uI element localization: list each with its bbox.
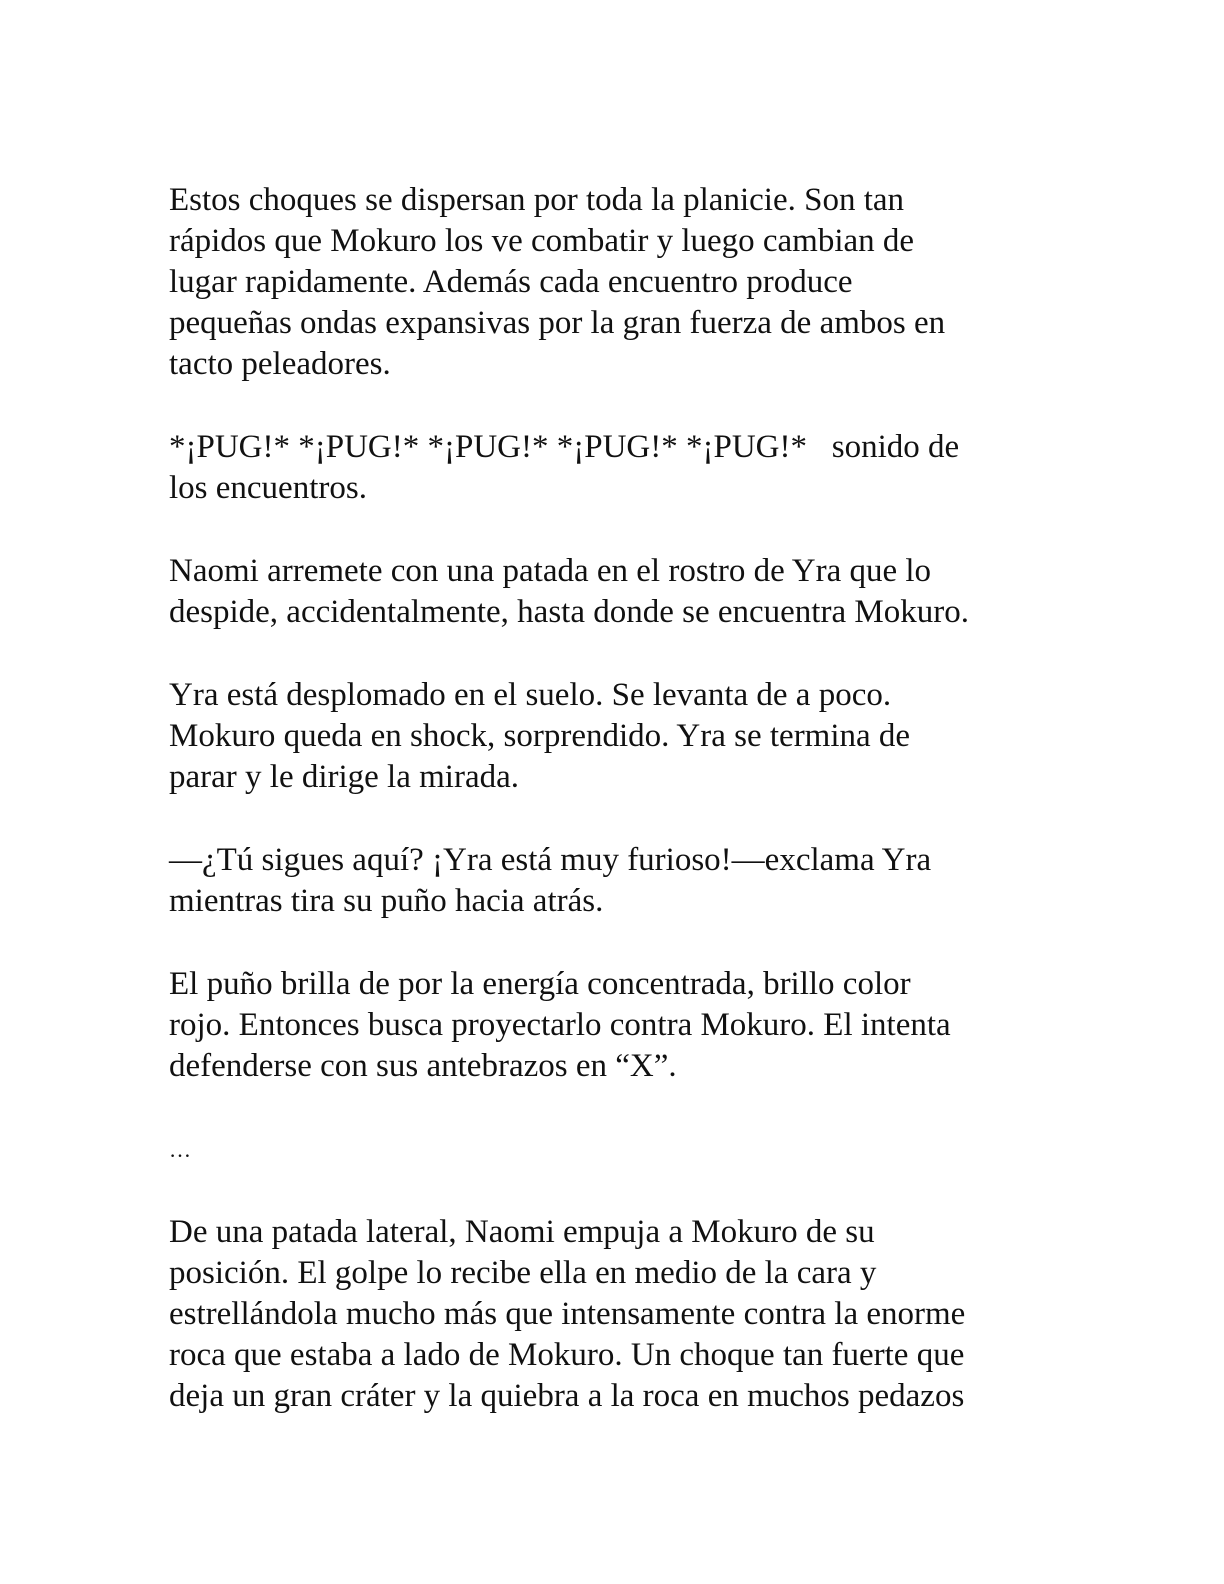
text-line: Mokuro queda en shock, sorprendido. Yra se termina de (169, 718, 911, 754)
paragraph-5 (169, 840, 1049, 922)
text-line: Yra está desplomado en el suelo. Se levanta de a poco. (169, 677, 892, 713)
text-line: *¡PUG!* *¡PUG!* *¡PUG!* *¡PUG!* *¡PUG!* sonido de (169, 429, 960, 465)
text-line: rápidos que Mokuro los ve combatir y luego cambian de (169, 223, 915, 259)
paragraph-7 (169, 1212, 1049, 1417)
text-line: parar y le dirige la mirada. (169, 759, 519, 795)
text-line: De una patada lateral, Naomi empuja a Mokuro de su (169, 1214, 875, 1250)
paragraph-6 (169, 964, 1049, 1087)
text-line: los encuentros. (169, 470, 367, 506)
body-text (169, 180, 1049, 1459)
text-line: Estos choques se dispersan por toda la planicie. Son tan (169, 182, 905, 218)
text-line: defenderse con sus antebrazos en “X”. (169, 1048, 677, 1084)
paragraph-4 (169, 675, 1049, 798)
text-line: roca que estaba a lado de Mokuro. Un choque tan fuerte que (169, 1337, 965, 1373)
text-line: pequeñas ondas expansivas por la gran fuerza de ambos en (169, 305, 946, 341)
text-line: rojo. Entonces busca proyectarlo contra Mokuro. El intenta (169, 1007, 951, 1043)
text-line: estrellándola mucho más que intensamente contra la enorme (169, 1296, 966, 1332)
scene-separator: … (169, 1137, 191, 1162)
text-line: lugar rapidamente. Además cada encuentro produce (169, 264, 853, 300)
paragraph-3 (169, 551, 1049, 633)
text-line: posición. El golpe lo recibe ella en medio de la cara y (169, 1255, 877, 1291)
text-line: —¿Tú sigues aquí? ¡Yra está muy furioso!—exclama Yra (169, 842, 932, 878)
paragraph-1 (169, 180, 1049, 385)
text-line: despide, accidentalmente, hasta donde se encuentra Mokuro. (169, 594, 969, 630)
text-line: tacto peleadores. (169, 346, 391, 382)
text-line: mientras tira su puño hacia atrás. (169, 883, 604, 919)
text-line: deja un gran cráter y la quiebra a la roca en muchos pedazos (169, 1378, 965, 1414)
paragraph-2 (169, 427, 1049, 509)
text-line: Naomi arremete con una patada en el rostro de Yra que lo (169, 553, 932, 589)
text-line: El puño brilla de por la energía concentrada, brillo color (169, 966, 911, 1002)
